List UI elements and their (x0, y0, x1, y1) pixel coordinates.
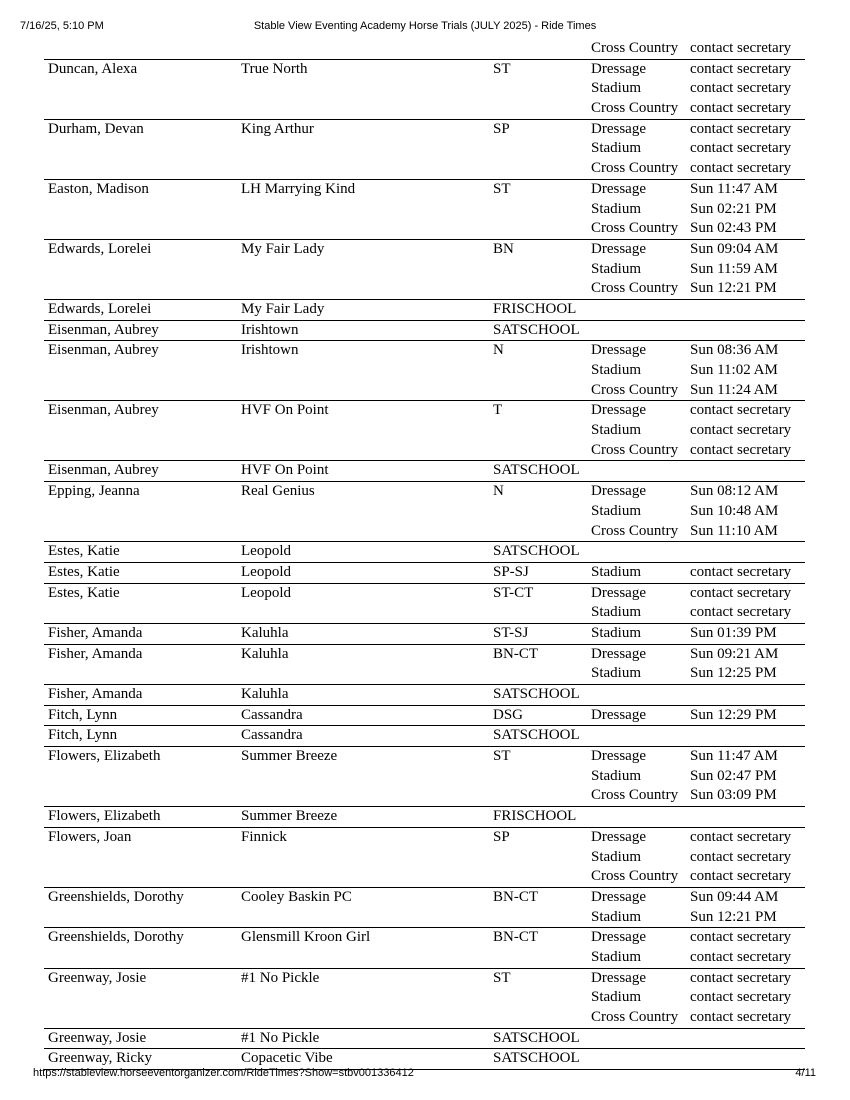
ride-time: Sun 12:21 PM (690, 908, 777, 925)
phase-name: Stadium (591, 604, 642, 621)
phase-name: Dressage (591, 584, 646, 601)
division: DSG (493, 706, 524, 723)
division: ST (493, 60, 511, 77)
rider-name: Epping, Jeanna (48, 483, 140, 500)
ride-time: Sun 11:59 AM (690, 260, 778, 277)
rider-name: Estes, Katie (48, 584, 120, 601)
division: T (493, 402, 503, 419)
phase-name: Stadium (591, 502, 642, 519)
entry-row (44, 685, 805, 706)
ride-time: Sun 12:29 PM (690, 706, 777, 723)
ride-time: contact secretary (690, 40, 792, 56)
phase-name: Cross Country (591, 40, 679, 56)
ride-time: Sun 03:09 PM (690, 787, 777, 804)
horse-name: Summer Breeze (241, 748, 338, 765)
page-number: 4/11 (795, 1067, 816, 1079)
division: SATSCHOOL (493, 1029, 580, 1046)
division: SP (493, 120, 510, 137)
ride-time: Sun 08:36 AM (690, 342, 779, 359)
phase-name: Stadium (591, 848, 642, 865)
phase-name: Stadium (591, 140, 642, 157)
entry-row (44, 300, 805, 321)
division: SATSCHOOL (493, 727, 580, 744)
entry-row (44, 563, 805, 584)
ride-time: contact secretary (690, 402, 792, 419)
ride-time: Sun 01:39 PM (690, 624, 777, 641)
rider-name: Fisher, Amanda (48, 686, 143, 702)
horse-name: Copacetic Vibe (241, 1050, 333, 1067)
division: BN-CT (493, 888, 538, 905)
rider-name: Easton, Madison (48, 180, 149, 197)
rider-name: Fisher, Amanda (48, 624, 143, 641)
ride-time: Sun 09:21 AM (690, 645, 779, 662)
rider-name: Eisenman, Aubrey (48, 342, 159, 359)
phase-name: Cross Country (591, 220, 679, 237)
entry-row (44, 928, 805, 968)
ride-time: Sun 11:24 AM (690, 381, 778, 398)
ride-time: Sun 10:48 AM (690, 502, 779, 519)
division: N (493, 483, 504, 500)
phase-name: Dressage (591, 645, 646, 662)
division: ST-CT (493, 584, 534, 601)
ride-time: Sun 02:21 PM (690, 200, 777, 217)
ride-time: contact secretary (690, 948, 792, 965)
phase-name: Dressage (591, 120, 646, 137)
rider-name: Duncan, Alexa (48, 60, 138, 77)
phase-name: Dressage (591, 483, 646, 500)
phase-name: Dressage (591, 342, 646, 359)
ride-time: Sun 02:47 PM (690, 767, 777, 784)
phase-name: Dressage (591, 929, 646, 946)
rider-name: Edwards, Lorelei (48, 300, 152, 317)
division: SP (493, 828, 510, 845)
rider-name: Estes, Katie (48, 563, 120, 580)
horse-name: Kaluhla (241, 645, 289, 662)
phase-name: Cross Country (591, 280, 679, 297)
ride-time: contact secretary (690, 969, 792, 986)
rider-name: Fitch, Lynn (48, 706, 118, 723)
rider-name: Flowers, Elizabeth (48, 748, 161, 765)
horse-name: Irishtown (241, 321, 299, 338)
division: SATSCHOOL (493, 1050, 580, 1067)
ride-time: contact secretary (690, 929, 792, 946)
ride-time: Sun 12:25 PM (690, 665, 777, 682)
rider-name: Greenway, Josie (48, 969, 147, 986)
entry-row (44, 482, 805, 542)
phase-name: Stadium (591, 989, 642, 1006)
division: SATSCHOOL (493, 686, 580, 702)
phase-name: Stadium (591, 80, 642, 97)
entry-row (44, 180, 805, 240)
rider-name: Durham, Devan (48, 120, 144, 137)
phase-name: Cross Country (591, 1009, 679, 1025)
entry-row (44, 401, 805, 461)
entry-row (44, 888, 805, 928)
horse-name: Cooley Baskin PC (241, 888, 352, 905)
rider-name: Greenshields, Dorothy (48, 888, 184, 905)
horse-name: Leopold (241, 543, 291, 560)
rider-name: Eisenman, Aubrey (48, 462, 159, 479)
phase-name: Stadium (591, 665, 642, 682)
phase-name: Stadium (591, 422, 642, 439)
entry-row (44, 584, 805, 624)
division: ST-SJ (493, 624, 529, 641)
ride-time: Sun 08:12 AM (690, 483, 779, 500)
phase-name: Dressage (591, 402, 646, 419)
entry-row (44, 747, 805, 807)
entry-row (44, 706, 805, 727)
rider-name: Greenway, Josie (48, 1029, 147, 1046)
horse-name: King Arthur (241, 120, 314, 137)
rider-name: Eisenman, Aubrey (48, 402, 159, 419)
entry-row (44, 969, 805, 1029)
horse-name: #1 No Pickle (241, 969, 320, 986)
ride-time: contact secretary (690, 422, 792, 439)
ride-time: contact secretary (690, 60, 792, 77)
phase-name: Cross Country (591, 381, 679, 398)
division: FRISCHOOL (493, 808, 577, 825)
phase-name: Stadium (591, 260, 642, 277)
ride-time: contact secretary (690, 80, 792, 97)
division: SP-SJ (493, 563, 529, 580)
ride-time: contact secretary (690, 584, 792, 601)
horse-name: HVF On Point (241, 402, 329, 419)
phase-name: Dressage (591, 969, 646, 986)
horse-name: True North (241, 60, 308, 77)
entry-row (44, 240, 805, 300)
entry-row (44, 624, 805, 645)
division: BN (493, 240, 514, 257)
horse-name: Leopold (241, 563, 291, 580)
horse-name: Real Genius (241, 483, 315, 500)
division: BN-CT (493, 929, 538, 946)
horse-name: Leopold (241, 584, 291, 601)
division: FRISCHOOL (493, 300, 577, 317)
ride-time: Sun 12:21 PM (690, 280, 777, 297)
entry-row (44, 807, 805, 828)
ride-time: contact secretary (690, 120, 792, 137)
phase-name: Stadium (591, 200, 642, 217)
ride-time: Sun 09:44 AM (690, 888, 779, 905)
page-title: Stable View Eventing Academy Horse Trials (JULY 2025) - Ride Times (253, 20, 597, 32)
horse-name: LH Marrying Kind (241, 180, 356, 197)
division: SATSCHOOL (493, 462, 580, 479)
rider-name: Fitch, Lynn (48, 727, 118, 744)
phase-name: Stadium (591, 767, 642, 784)
rider-name: Greenshields, Dorothy (48, 929, 184, 946)
phase-name: Stadium (591, 563, 642, 580)
phase-name: Cross Country (591, 441, 679, 458)
phase-name: Stadium (591, 908, 642, 925)
phase-name: Stadium (591, 948, 642, 965)
horse-name: Irishtown (241, 342, 299, 359)
horse-name: Cassandra (241, 727, 303, 744)
phase-name: Cross Country (591, 787, 679, 804)
print-datetime: 7/16/25, 5:10 PM (20, 20, 104, 32)
ride-time: contact secretary (690, 989, 792, 1006)
entry-row (44, 726, 805, 747)
horse-name: Kaluhla (241, 686, 289, 702)
division: BN-CT (493, 645, 538, 662)
ride-time: Sun 11:10 AM (690, 522, 778, 539)
ride-time: contact secretary (690, 441, 792, 458)
rider-name: Greenway, Ricky (48, 1050, 152, 1067)
ride-time: Sun 11:02 AM (690, 362, 778, 378)
horse-name: Glensmill Kroon Girl (241, 929, 371, 946)
entry-row (44, 542, 805, 563)
ride-time: contact secretary (690, 563, 792, 580)
phase-name: Dressage (591, 706, 646, 723)
horse-name: Cassandra (241, 706, 303, 723)
ride-time: contact secretary (690, 848, 792, 865)
ride-time: Sun 09:04 AM (690, 240, 779, 257)
phase-name: Dressage (591, 240, 646, 257)
rider-name: Estes, Katie (48, 543, 120, 560)
horse-name: HVF On Point (241, 462, 329, 479)
division: ST (493, 180, 511, 197)
entry-row (44, 1029, 805, 1050)
phase-name: Dressage (591, 60, 646, 77)
rider-name: Flowers, Elizabeth (48, 808, 161, 825)
ride-times-table (44, 39, 805, 1070)
phase-name: Dressage (591, 828, 646, 845)
rider-name: Fisher, Amanda (48, 645, 143, 662)
phase-name: Cross Country (591, 868, 679, 885)
division: ST (493, 969, 511, 986)
horse-name: Kaluhla (241, 624, 289, 641)
ride-time: contact secretary (690, 828, 792, 845)
horse-name: My Fair Lady (241, 240, 325, 257)
division: ST (493, 748, 511, 765)
ride-time: contact secretary (690, 868, 792, 885)
phase-name: Cross Country (591, 100, 679, 117)
rider-name: Flowers, Joan (48, 828, 132, 845)
ride-time: contact secretary (690, 160, 792, 177)
phase-name: Dressage (591, 748, 646, 765)
rider-name: Eisenman, Aubrey (48, 321, 159, 338)
page-url: https://stableview.horseeventorganizer.com/RideTimes?Show=stbv001336412 (33, 1067, 414, 1079)
phase-name: Cross Country (591, 522, 679, 539)
horse-name: #1 No Pickle (241, 1029, 320, 1046)
phase-name: Cross Country (591, 160, 679, 177)
entry-row (44, 828, 805, 888)
phase-name: Dressage (591, 180, 646, 197)
entry-row (44, 60, 805, 120)
division: SATSCHOOL (493, 321, 580, 338)
ride-time: contact secretary (690, 140, 792, 157)
horse-name: Summer Breeze (241, 808, 338, 825)
ride-time: contact secretary (690, 100, 792, 117)
horse-name: My Fair Lady (241, 300, 325, 317)
entry-row (44, 341, 805, 401)
entry-row (44, 39, 805, 60)
ride-time: Sun 02:43 PM (690, 220, 777, 237)
horse-name: Finnick (241, 828, 287, 845)
phase-name: Stadium (591, 362, 642, 378)
phase-name: Stadium (591, 624, 642, 641)
entry-row (44, 120, 805, 180)
ride-time: Sun 11:47 AM (690, 180, 778, 197)
ride-time: contact secretary (690, 1009, 792, 1025)
division: SATSCHOOL (493, 543, 580, 560)
ride-time: Sun 11:47 AM (690, 748, 778, 765)
ride-time: contact secretary (690, 604, 792, 621)
entry-row (44, 645, 805, 685)
rider-name: Edwards, Lorelei (48, 240, 152, 257)
entry-row (44, 461, 805, 482)
entry-row (44, 321, 805, 342)
division: N (493, 342, 504, 359)
phase-name: Dressage (591, 888, 646, 905)
